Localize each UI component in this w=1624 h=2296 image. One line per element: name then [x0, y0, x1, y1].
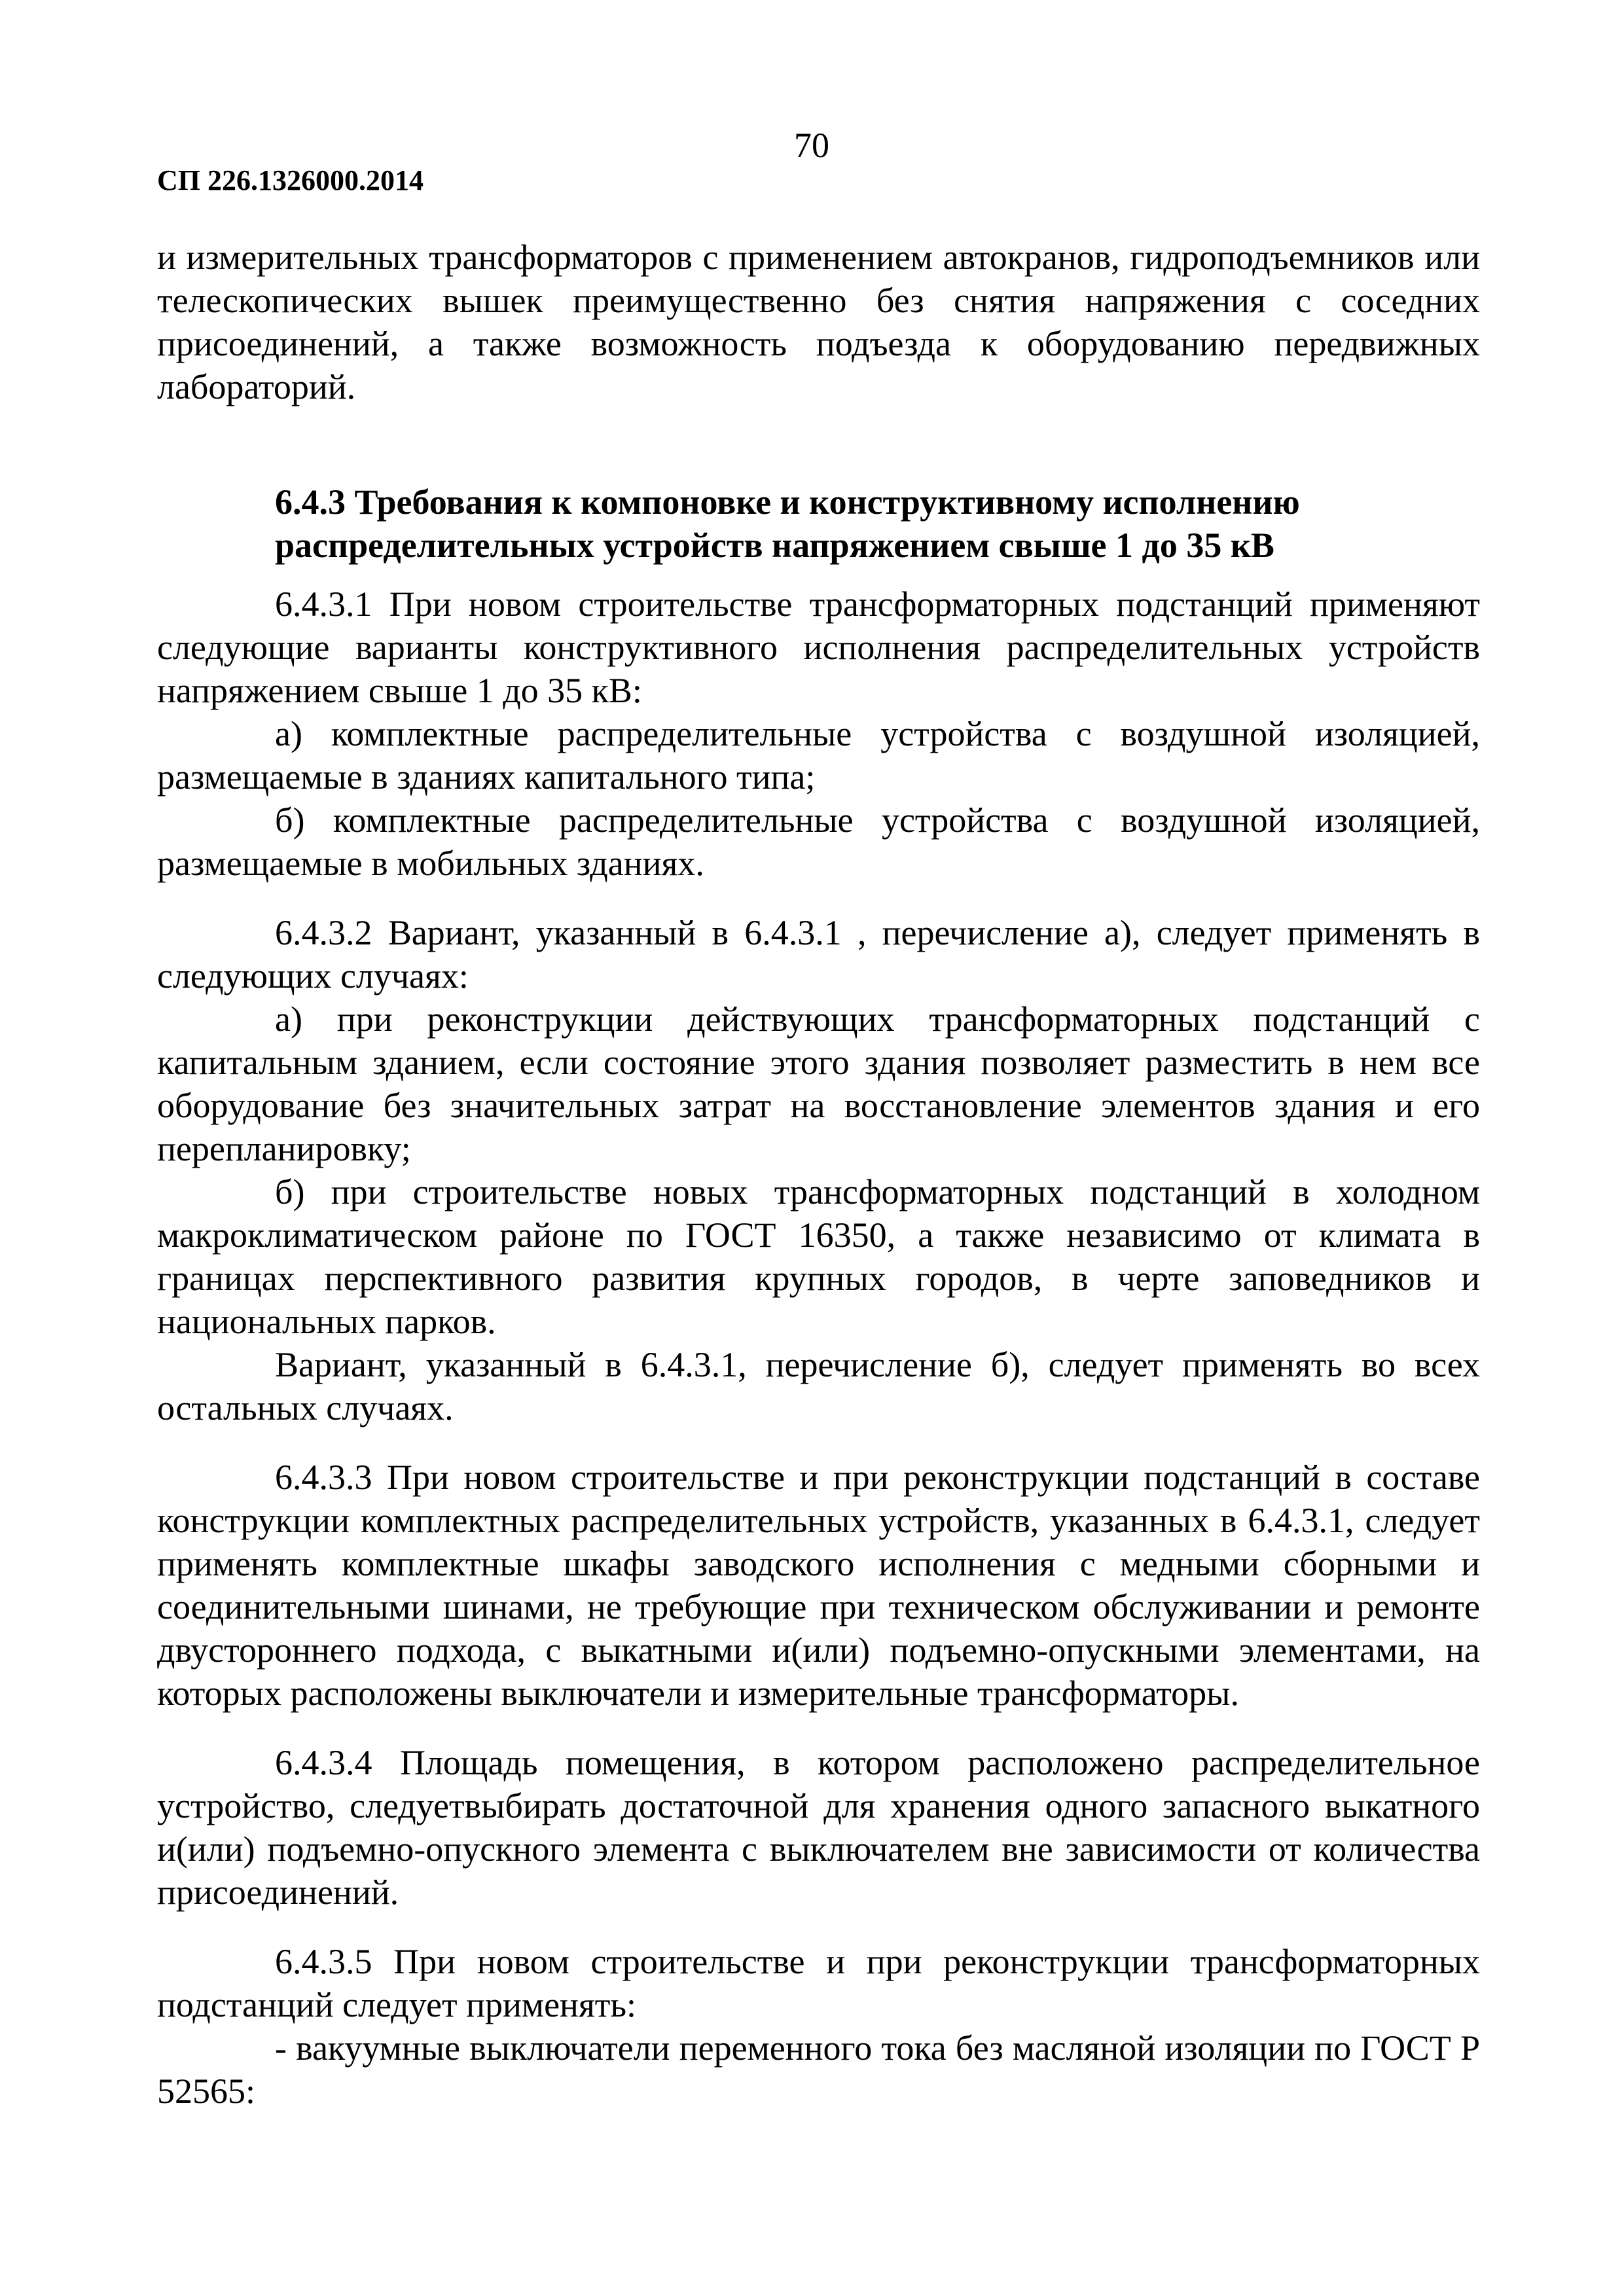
document-code: СП 226.1326000.2014 [157, 164, 424, 196]
document-body [157, 236, 1480, 2113]
page-number: 70 [794, 126, 829, 165]
section-heading-line-1: 6.4.3 Требования к компоновке и конструктивному исполнению [275, 482, 1300, 522]
list-item-6-4-3-1-a: а) комплектные распределительные устройства с воздушной изоляцией, размещаемые в зданиях капитального типа; [157, 714, 1480, 797]
paragraph-6-4-3-2-variant: Вариант, указанный в 6.4.3.1, перечисление б), следует применять во всех остальных случаях. [157, 1345, 1480, 1427]
paragraph-6-4-3-4: 6.4.3.4 Площадь помещения, в котором расположено распределительное устройство, следуетвыбирать достаточной для хранения одного запасного выкатного и(или) подъемно-опускного элемента с выключателем вне зависимости от количества присоединений. [157, 1743, 1480, 1912]
list-item-6-4-3-2-a: а) при реконструкции действующих трансформаторных подстанций с капитальным зданием, если состояние этого здания позволяет разместить в нем все оборудование без значительных затрат на восстановление элементов здания и его перепланировку; [157, 999, 1480, 1168]
intro-paragraph: и измерительных трансформаторов с применением автокранов, гидроподъемников или телескопических вышек преимущественно без снятия напряжения с соседних присоединений, а также возможность подъезда к оборудованию передвижных лабораторий. [157, 238, 1480, 406]
paragraph-6-4-3-5: 6.4.3.5 При новом строительстве и при реконструкции трансформаторных подстанций следует применять: [157, 1942, 1480, 2024]
list-item-6-4-3-1-b: б) комплектные распределительные устройства с воздушной изоляцией, размещаемые в мобильных зданиях. [157, 800, 1480, 883]
section-heading [157, 480, 1480, 567]
list-item-6-4-3-5-dash: - вакуумные выключатели переменного тока без масляной изоляции по ГОСТ Р 52565: [157, 2028, 1480, 2111]
paragraph-6-4-3-1: 6.4.3.1 При новом строительстве трансформаторных подстанций применяют следующие варианты конструктивного исполнения распределительных устройств напряжением свыше 1 до 35 кВ: [157, 584, 1480, 710]
paragraph-6-4-3-2: 6.4.3.2 Вариант, указанный в 6.4.3.1 , перечисление а), следует применять в следующих случаях: [157, 913, 1480, 996]
list-item-6-4-3-2-b: б) при строительстве новых трансформаторных подстанций в холодном макроклиматическом районе по ГОСТ 16350, а также независимо от климата в границах перспективного развития крупных городов, в черте заповедников и национальных парков. [157, 1172, 1480, 1341]
section-heading-line-2: распределительных устройств напряжением свыше 1 до 35 кВ [275, 526, 1274, 565]
paragraph-6-4-3-3: 6.4.3.3 При новом строительстве и при реконструкции подстанций в составе конструкции комплектных распределительных устройств, указанных в 6.4.3.1, следует применять комплектные шкафы заводского исполнения с медными сборными и соединительными шинами, не требующие при техническом обслуживании и ремонте двустороннего подхода, с выкатными и(или) подъемно-опускными элементами, на которых расположены выключатели и измерительные трансформаторы. [157, 1458, 1480, 1713]
